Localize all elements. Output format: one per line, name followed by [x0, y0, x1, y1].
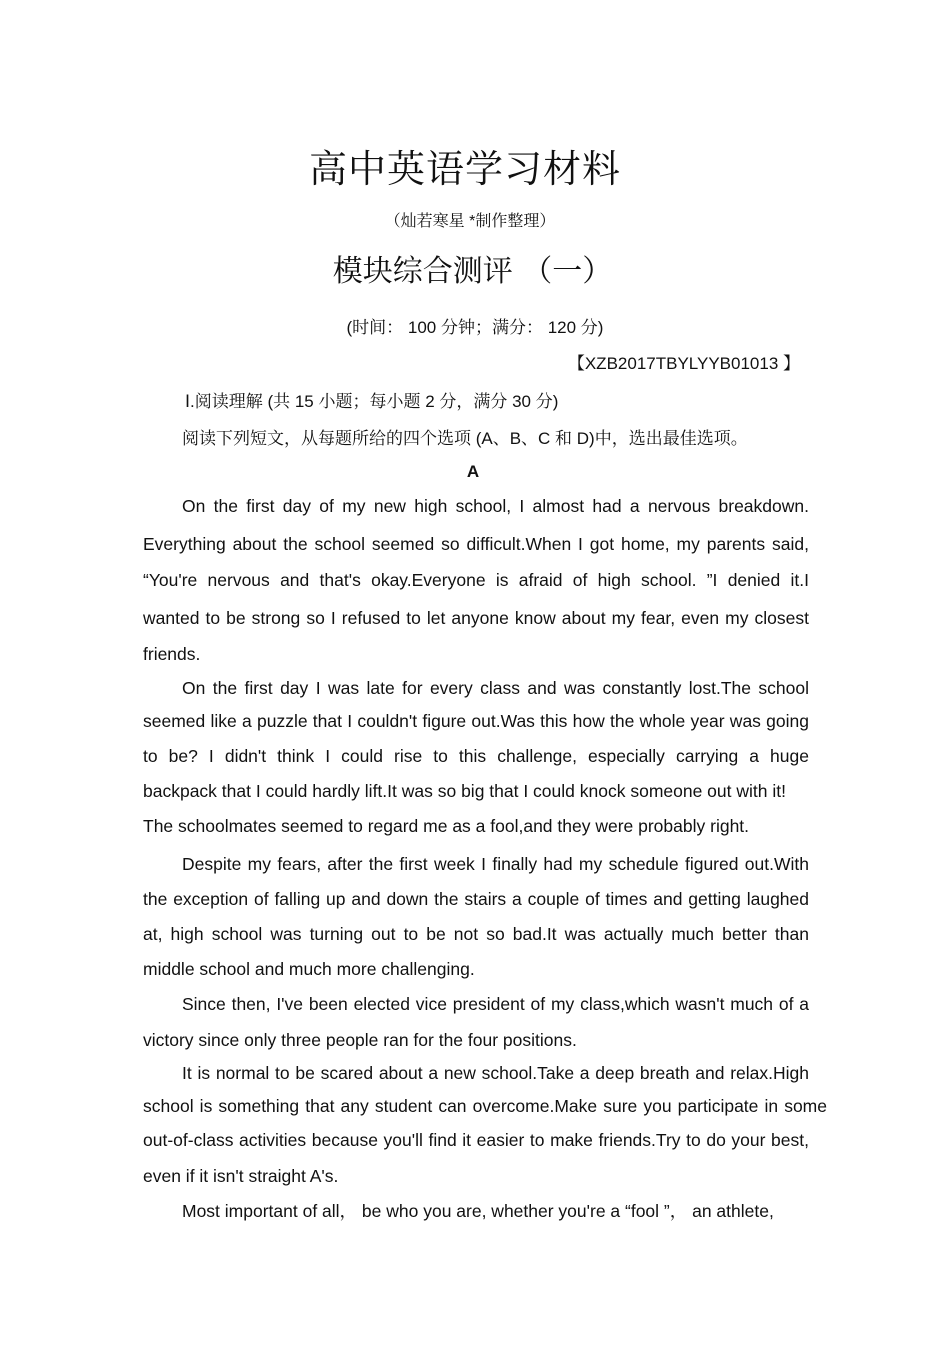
passage-line: the exception of falling up and down the stairs a couple of times and getting laughed	[143, 889, 809, 909]
passage-line: friends.	[143, 644, 201, 664]
passage-line: Everything about the school seemed so difficult.When I got home, my parents said,	[143, 534, 809, 554]
passage-line: “You're nervous and that's okay.Everyone is afraid of high school. ”I denied it.I	[143, 570, 809, 590]
section-heading: Ⅰ.阅读理解 (共 15 小题；每小题 2 分，满分 30 分)	[185, 392, 559, 411]
document-code: 【XZB2017TBYLYYB01013 】	[567, 354, 800, 373]
passage-line: out-of-class activities because you'll find it easier to make friends.Try to do your best,	[143, 1130, 809, 1150]
passage-line: Most important of all， be who you are, whether you're a “fool ”， an athlete,	[182, 1201, 774, 1221]
passage-line: It is normal to be scared about a new school.Take a deep breath and relax.High	[182, 1063, 809, 1083]
passage-line: victory since only three people ran for the four positions.	[143, 1030, 577, 1050]
passage-line: seemed like a puzzle that I couldn't figure out.Was this how the whole year was going	[143, 711, 809, 731]
passage-line: school is something that any student can overcome.Make sure you participate in some	[143, 1096, 827, 1116]
passage-line: Since then, I've been elected vice president of my class,which wasn't much of a	[182, 994, 809, 1014]
document-subtitle: （灿若寒星 *制作整理）	[384, 213, 556, 230]
passage-line: Despite my fears, after the first week I finally had my schedule figured out.With	[182, 854, 809, 874]
passage-line: backpack that I could hardly lift.It was so big that I could knock someone out with it!	[143, 781, 786, 801]
passage-line: even if it isn't straight A's.	[143, 1166, 339, 1186]
document-title: 高中英语学习材料	[308, 147, 621, 191]
passage-label: A	[466, 462, 480, 481]
passage-line: The schoolmates seemed to regard me as a fool,and they were probably right.	[143, 816, 750, 836]
passage-line: On the first day I was late for every class and was constantly lost.The school	[182, 678, 809, 698]
passage-line: On the first day of my new high school, I almost had a nervous breakdown.	[182, 496, 809, 516]
passage-line: wanted to be strong so I refused to let anyone know about my fear, even my closest	[143, 608, 809, 628]
section-instruction: 阅读下列短文，从每题所给的四个选项 (A、B、C 和 D)中，选出最佳选项。	[182, 429, 748, 448]
passage-line: to be? I didn't think I could rise to this challenge, especially carrying a huge	[143, 746, 809, 766]
passage-line: at, high school was turning out to be not so bad.It was actually much better than	[143, 924, 809, 944]
test-title: 模块综合测评 （一）	[332, 254, 613, 289]
passage-line: middle school and much more challenging.	[143, 959, 475, 979]
time-and-score-info: (时间： 100 分钟；满分： 120 分)	[346, 318, 604, 337]
